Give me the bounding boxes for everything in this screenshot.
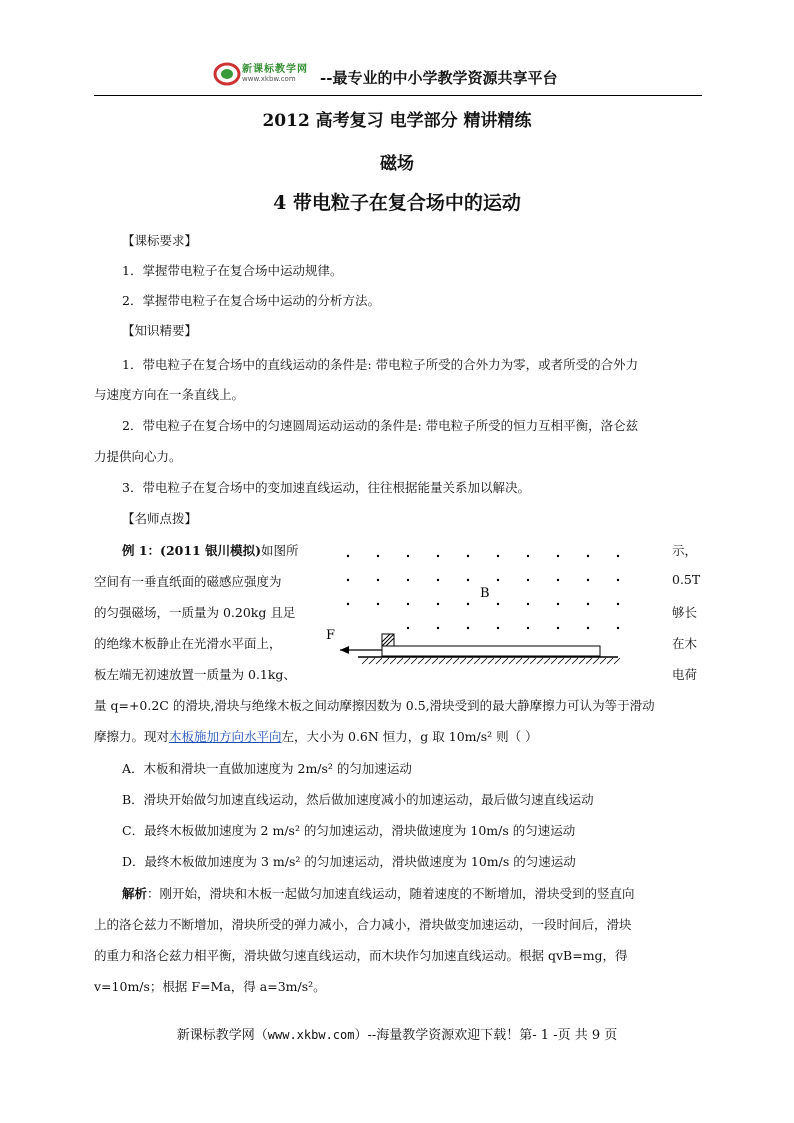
field-dot (587, 555, 589, 557)
requirements-heading: 【课标要求】 (122, 233, 198, 248)
ground-hatch-line (390, 658, 396, 664)
page-header (94, 54, 702, 94)
example-text: 的匀强磁场，一质量为 0.20kg 且足 (94, 605, 296, 620)
ground-hatch-line (600, 658, 606, 664)
knowledge-item-cont: 与速度方向在一条直线上。 (94, 387, 245, 402)
ground-hatch-line (460, 658, 466, 664)
section-title: 4 带电粒子在复合场中的运动 (273, 192, 521, 214)
field-dot (437, 555, 439, 557)
footer-site: 新课标教学网（ (176, 1028, 268, 1043)
requirement-item: 1．掌握带电粒子在复合场中运动规律。 (122, 263, 343, 278)
knowledge-item: 3．带电粒子在复合场中的变加速直线运动，往往根据能量关系加以解决。 (122, 480, 530, 495)
field-dot (587, 627, 589, 629)
ground-hatch-line (572, 658, 578, 664)
ground-hatch-line (474, 658, 480, 664)
force-label-F: F (326, 628, 336, 643)
example-text (94, 727, 538, 745)
logo-brand-text: 新课标教学网 (242, 64, 308, 75)
field-dot (557, 603, 559, 605)
field-dot (407, 555, 409, 557)
field-dot (407, 603, 409, 605)
requirement-item: 2．掌握带电粒子在复合场中运动的分析方法。 (122, 293, 380, 308)
ground-hatch-line (362, 658, 368, 664)
ground-hatch-line (376, 658, 382, 664)
field-dot (437, 603, 439, 605)
ground-hatch-line (418, 658, 424, 664)
ground-hatch-line (369, 658, 375, 664)
field-dot (557, 555, 559, 557)
field-dot (377, 579, 379, 581)
ground-hatch-line (404, 658, 410, 664)
header-tagline: --最专业的中小学教学资源共享平台 (320, 69, 558, 87)
ground-hatch-line (516, 658, 522, 664)
field-dot (497, 627, 499, 629)
solution-text: v=10m/s；根据 F=Ma，得 a=3m/s²。 (94, 979, 326, 994)
insulating-board (382, 646, 600, 656)
highlight-link[interactable]: 木板施加方向水平向 (169, 729, 282, 744)
solution-text: 的重力和洛仑兹力相平衡，滑块做匀速直线运动，而木块作匀加速直线运动。根据 qvB=mg，得 (94, 948, 628, 963)
field-dot (527, 627, 529, 629)
ground-hatch-line (586, 658, 592, 664)
ground-hatch-line (383, 658, 389, 664)
field-dot (527, 603, 529, 605)
field-dot (437, 627, 439, 629)
ground-hatch (362, 658, 620, 664)
option-b: B．滑块开始做匀加速直线运动，然后做加速度减小的加速运动，最后做匀速直线运动 (122, 792, 594, 807)
ground-hatch-line (579, 658, 585, 664)
ground-hatch-line (495, 658, 501, 664)
ground-hatch-line (425, 658, 431, 664)
ground-hatch-line (607, 658, 613, 664)
field-dot (497, 579, 499, 581)
field-label-B: B (480, 586, 490, 601)
ground-hatch-line (593, 658, 599, 664)
ground-hatch-line (411, 658, 417, 664)
example-text-right: 够长 (672, 605, 698, 620)
field-dot (467, 579, 469, 581)
example-text: 量 q=+0.2C 的滑块,滑块与绝缘木板之间动摩擦因数为 0.5,滑块受到的最大静摩擦力可认为等于滑动 (94, 698, 655, 713)
example-text: 如图所 (261, 543, 299, 558)
field-dot (587, 603, 589, 605)
field-dot (437, 579, 439, 581)
header-divider (94, 95, 702, 96)
ground-hatch-line (502, 658, 508, 664)
tips-heading: 【名师点拨】 (122, 511, 198, 526)
ground-hatch-line (439, 658, 445, 664)
field-dot (497, 555, 499, 557)
example-text-right: 0.5T (672, 572, 701, 587)
solution-text: 上的洛仑兹力不断增加，滑块所受的弹力减小，合力减小，滑块做变加速运动，一段时间后，滑块 (94, 917, 632, 932)
chapter-title: 磁场 (380, 154, 414, 174)
option-a: A．木板和滑块一直做加速度为 2m/s² 的匀加速运动 (122, 761, 412, 776)
field-dot (617, 579, 619, 581)
solution-label: 解析 (122, 886, 148, 901)
ground-hatch-line (523, 658, 529, 664)
page-footer (0, 1024, 794, 1043)
example-text-right: 在木 (672, 636, 698, 651)
field-dot (467, 603, 469, 605)
field-dot (347, 579, 349, 581)
ground-hatch-line (509, 658, 515, 664)
example-text-part: 左，大小为 0.6N 恒力，g 取 10m/s² 则（ ） (281, 729, 538, 744)
field-dot (377, 603, 379, 605)
field-dot (527, 579, 529, 581)
logo-url-text: www.xkbw.com (242, 75, 296, 83)
knowledge-item-cont: 力提供向心力。 (94, 449, 182, 464)
ground-hatch-line (544, 658, 550, 664)
ground-hatch-line (481, 658, 487, 664)
ground-hatch-line (446, 658, 452, 664)
field-dot (617, 555, 619, 557)
field-dot (587, 579, 589, 581)
knowledge-heading: 【知识精要】 (122, 323, 198, 338)
field-dot (347, 603, 349, 605)
magnetic-field-figure (318, 540, 658, 670)
knowledge-item: 2．带电粒子在复合场中的匀速圆周运动运动的条件是: 带电粒子所受的恒力互相平衡，洛仑兹 (122, 418, 639, 433)
field-dot (407, 627, 409, 629)
footer-page-info: ）--海量教学资源欢迎下载！第- 1 -页 共 9 页 (354, 1028, 618, 1043)
field-dot (557, 579, 559, 581)
option-c: C．最终木板做加速度为 2 m/s² 的匀加速运动，滑块做速度为 10m/s 的匀速运动 (122, 823, 576, 838)
ground-hatch-line (432, 658, 438, 664)
ground-hatch-line (537, 658, 543, 664)
field-dot (497, 603, 499, 605)
option-d: D．最终木板做加速度为 3 m/s² 的匀加速运动，滑块做速度为 10m/s 的匀速运动 (122, 854, 576, 869)
solution-text: ：刚开始，滑块和木板一起做匀加速直线运动，随着速度的不断增加，滑块受到的竖直向 (147, 886, 635, 901)
document-title: 2012 高考复习 电学部分 精讲精练 (262, 111, 532, 131)
example-text-right: 示， (672, 543, 698, 558)
force-arrow-head (340, 646, 349, 654)
field-dot (407, 579, 409, 581)
field-dot (377, 555, 379, 557)
ground-hatch-line (530, 658, 536, 664)
example-text: 的绝缘木板静止在光滑水平面上， (94, 636, 282, 651)
field-dot (617, 627, 619, 629)
knowledge-item: 1．带电粒子在复合场中的直线运动的条件是: 带电粒子所受的合外力为零，或者所受的合外力 (122, 357, 639, 372)
example-label: 例 1：(2011 银川模拟) (122, 543, 262, 558)
footer-url[interactable]: www.xkbw.com (267, 1028, 355, 1042)
ground-hatch-line (565, 658, 571, 664)
example-text: 板左端无初速放置一质量为 0.1kg、 (94, 667, 296, 682)
ground-hatch-line (551, 658, 557, 664)
field-dot (467, 555, 469, 557)
solution-line (122, 884, 635, 902)
example-text: 空间有一垂直纸面的磁感应强度为 (94, 574, 282, 589)
ground-hatch-line (488, 658, 494, 664)
field-dot (527, 555, 529, 557)
field-dot (617, 603, 619, 605)
example-text-part: 摩擦力。现对 (94, 729, 170, 744)
ground-hatch-line (397, 658, 403, 664)
ground-hatch-line (453, 658, 459, 664)
field-dot (467, 627, 469, 629)
ground-hatch-line (558, 658, 564, 664)
logo-swirl-icon (212, 58, 242, 88)
example-text-right: 电荷 (672, 667, 698, 682)
example-line (122, 541, 299, 559)
field-dot (347, 555, 349, 557)
field-dot (557, 627, 559, 629)
ground-hatch-line (614, 658, 620, 664)
ground-hatch-line (467, 658, 473, 664)
